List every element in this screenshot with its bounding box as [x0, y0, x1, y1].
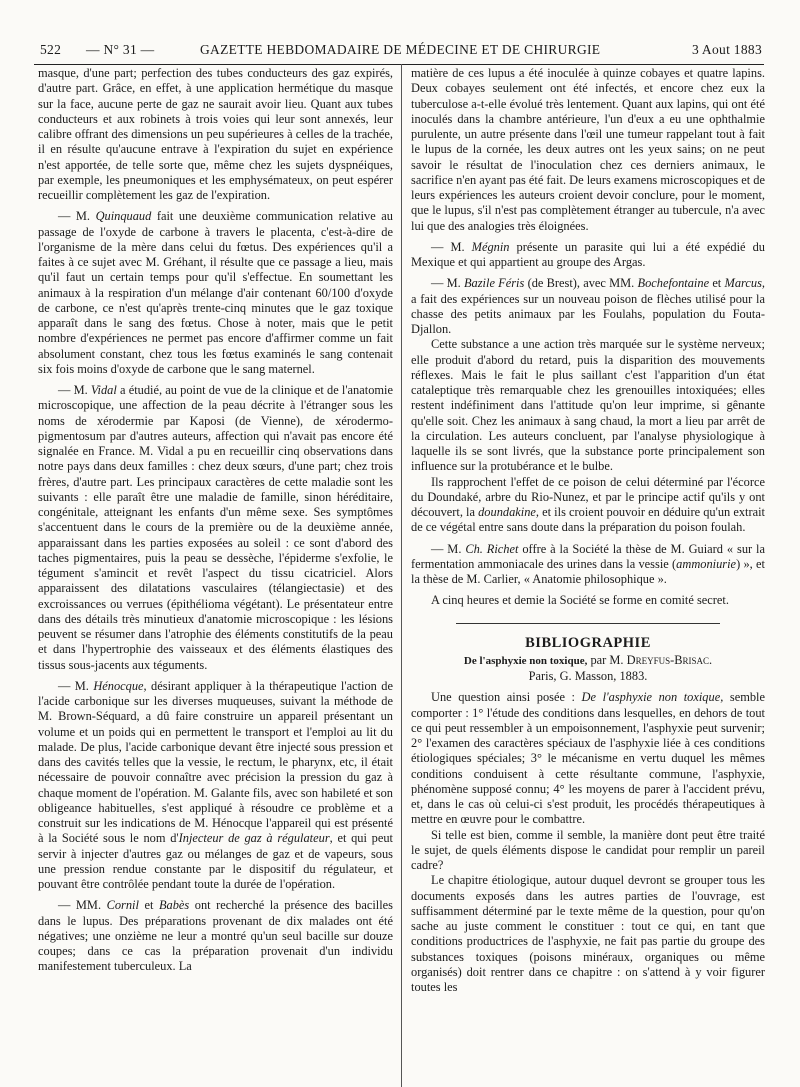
paragraph: Le chapitre étiologique, autour duquel devront se grouper tous les documents exposés dans les autres parties de l'ouvrage, est suffisamment déterminé par le texte même de la question, pour qu'on sache au juste comment le constituer : tout ce qui, en tant que conditions productrices de l'asphyxie, ne fait pas partie du groupe des substances toxiques (poisons minéraux, organiques ou même organisés) doit rentrer dans ce chapitre : on s'attend à y voir figurer toutes les	[411, 873, 765, 994]
author-name: Bazile Féris	[463, 276, 525, 291]
paragraph-text: a fait des expériences sur un nouveau poison de flèches utilisé pour la chasse des petits animaux par les Foulahs, population du Fouta-Djallon.	[411, 291, 765, 336]
author-name: Ch. Richet	[465, 541, 519, 556]
dash: — M.	[58, 678, 89, 693]
paragraph-megnin	[411, 240, 765, 271]
paragraph: matière de ces lupus a été inoculée à quinze cobayes et quatre lapins. Deux cobayes seulement ont été infectés, et encore chez eux la tuberculose a-t-elle évolué très lentement. Quant aux lapins, qui ont été inoculés dans la chambre antérieure, l'un d'eux a eu une ophthalmie purulente, un autre présente dans l'œil une tumeur rappelant tout à fait le lupus de la cornée, les deux autres ont les yeux sains; on ne peut savoir le résultat de l'inoculation chez ces derniers animaux, le sacrifice n'en ayant pas été fait. De leurs examens microscopiques et de leurs expériences les auteurs croient devoir conclure, pour le moment, que le lupus, s'il n'est pas complètement étranger au tubercule, n'a avec lui que des analogies très éloignées.	[411, 66, 765, 233]
conjunction: et	[144, 898, 154, 913]
dash: — MM.	[58, 898, 102, 913]
paragraph-cornil-babes	[38, 898, 393, 974]
right-column	[411, 66, 765, 1087]
paragraph-text: ) », et la thèse de M. Carlier, « Anatomie philosophique ».	[411, 556, 765, 586]
author-name: Bochefontaine	[637, 276, 710, 291]
book-publisher: Paris, G. Masson, 1883.	[528, 669, 648, 683]
book-title: De l'asphyxie non toxique,	[463, 654, 588, 667]
author-name: Babès	[158, 898, 190, 913]
paragraph-text: (de Brest), avec MM.	[527, 276, 635, 291]
paragraph-vidal	[38, 383, 393, 673]
paragraph-henocque	[38, 679, 393, 893]
paragraph-text: désirant appliquer à la thérapeutique l'action de l'acide carbonique sur les diverses muqueuses, suivant la méthode de M. Brown-Séquard, a dû faire construire un appareil présentant un volume et un poids qui en permettent le transport et l'emploi au lit du malade. De plus, l'acide carbonique devant être injecté sous pression et dans des cavités telles que la vessie, le rectum, le pharynx, etc, il était nécessaire de pouvoir connaître avec précision la pression du gaz à chaque moment de l'opération. M. Galante fils, avec son habileté et son obligeance habituelles, s'est appliqué à résoudre ce problème et a construit sur les indications de M. Hénocque l'appareil qui est présenté à la Société sous le nom d'	[38, 678, 393, 846]
paragraph-quinquaud	[38, 209, 393, 377]
author-name: Vidal	[90, 383, 117, 397]
author-name: Quinquaud	[95, 209, 152, 224]
page-header	[40, 40, 762, 66]
author-name: Cornil	[106, 898, 139, 913]
book-reference	[411, 653, 765, 669]
author-name: Mégnin	[471, 239, 510, 254]
paragraph: Si telle est bien, comme il semble, la manière dont peut être traité le sujet, de quels éléments dispose le candidat pour remplir un pareil cadre?	[411, 827, 765, 872]
dash: — M.	[431, 239, 465, 254]
author-name: Marcus,	[724, 276, 765, 291]
dash: — M.	[431, 541, 462, 556]
paragraph-text: présente un parasite qui lui a été expédié du Mexique et qui appartient au groupe des Argas.	[411, 239, 765, 269]
paragraph: A cinq heures et demie la Société se forme en comité secret.	[431, 593, 729, 608]
column-divider	[401, 64, 402, 1087]
header-rule	[34, 64, 764, 65]
paragraph	[411, 690, 765, 827]
author-name: Hénocque,	[93, 678, 147, 693]
dash: — M.	[58, 383, 88, 397]
paragraph-text: ont recherché la présence des bacilles dans le lupus. Des préparations provenant de dix malades ont été négatives; une onzième ne leur a montré qu'un seul bacille sur douze coupes; dans ce cas la préparation provenait d'un individu manifestement tuberculeux. La	[38, 898, 393, 974]
book-author: Dreyfus-Brisac.	[626, 652, 713, 667]
term: ammoniurie	[676, 556, 737, 571]
paragraph: masque, d'une part; perfection des tubes conducteurs des gaz expirés, d'autre part. Grâce, en effet, à une application hermétique du masque sur la face, aucune perte de gaz ne saurait avoir lieu. Quant aux tubes conducteurs et aux robinets à trois voies qui leur sont annexés, leur calibre offrant des dimensions un peu supérieures à celles de la trachée, il en résulte qu'aucune entrave à l'expiration du sujet en expérience n'est apportée, de telle sorte que, même chez les sujets dyspnéiques, par exemple, les pneumoniques et les emphysémateux, on peut espérer recueillir complètement les gaz de l'expiration.	[38, 66, 393, 202]
paragraph-text: et ils croient pouvoir en déduire qu'un extrait de ce végétal entre sans doute dans la préparation du poison foulah.	[411, 505, 765, 535]
paragraph-text: fait une deuxième communication relative au passage de l'oxyde de carbone à travers le placenta, c'est-à-dire de l'organisme de la mère dans celui du fœtus. Des expériences qu'il a faites à ce sujet avec M. Gréhant, il résulte que ce passage a lieu, mais qu'il faut un certain temps pour qu'il s'effectue. En soumettant les animaux à la respiration d'un mélange d'air contenant 60/100 d'oxyde de carbone, ce n'est qu'après trente-cinq minutes que le gaz toxique apparaît dans le sang des fœtus. Chose à noter, mais que le petit nombre d'expériences ne permet pas encore d'affirmer comme un fait absolument constant, chez tous les fœtus examinés le sang contenait six fois moins d'oxyde de carbone que le sang maternel.	[38, 209, 393, 376]
paragraph-text: Ils rapprochent l'effet de ce poison de celui déterminé par l'écorce du Doundaké, arbre du Rio-Nunez, et par le principe actif qu'ils y ont découvert, la	[411, 474, 765, 519]
dash: — M.	[58, 209, 91, 224]
quoted-title: De l'asphyxie non toxique,	[581, 690, 724, 705]
issue-date: 3 Aout 1883	[691, 42, 762, 57]
section-title: BIBLIOGRAPHIE	[525, 634, 651, 651]
dash: — M.	[431, 276, 461, 291]
term: doundakine,	[478, 505, 540, 519]
paragraph-feris	[411, 276, 765, 337]
section-rule	[456, 623, 720, 624]
paragraph	[411, 475, 765, 536]
conjunction: et	[712, 276, 722, 291]
journal-title: GAZETTE HEBDOMADAIRE DE MÉDECINE ET DE CHIRURGIE	[200, 42, 601, 57]
paragraph-text: , et qui peut servir à injecter d'autres gaz ou mélanges de gaz et de vapeurs, sous une pression rendue constante par le dispositif du régulateur, et pouvant être contrôlée pendant toute la durée de l'opération.	[38, 831, 393, 891]
book-by: par M.	[590, 652, 624, 667]
device-name: Injecteur de gaz à régulateur	[178, 831, 330, 846]
page-number: 522	[40, 42, 62, 57]
issue-number: — N° 31 —	[86, 42, 155, 57]
paragraph-text: semble comporter : 1° l'étude des conditions dans lesquelles, en dehors de tout ce qui peut ressembler à un empoisonnement, l'asphyxie peut survenir; 2° l'examen des caractères spéciaux de l'asphyxie liée à ces conditions étiologiques spéciales; 3° le mécanisme en vertu duquel les mêmes conditions conduisent à cette résultante commune, l'asphyxie, phénomène supposé connu; 4° les moyens de parer à l'accident prévu, et, dans le cas où celui-ci s'est produit, les procédés thérapeutiques à mettre en œuvre pour le combattre.	[411, 690, 765, 827]
paragraph-text: offre à la Société la thèse de M. Guiard « sur la fermentation ammoniacale des urines dans la vessie (	[411, 541, 765, 571]
paragraph-text: a étudié, au point de vue de la clinique et de l'anatomie microscopique, une affection de la peau décrite à l'étranger sous les noms de xérodermie par Kaposi (de Vienne), de xérodermo-pigmentosum par d'autres auteurs, affection qui n'avait pas encore été signalée en France. M. Vidal a pu en recueillir cinq observations dans notre pays dans deux familles : chez deux sœurs, d'une part; chez trois frères, d'autre part. Les principaux caractères de cette maladie sont les suivants : elle paraît être une maladie de famille, sinon héréditaire, congénitale, atteignant les enfants d'un même sexe. Ses symptômes s'accentuent dans le cours de la première ou de la deuxième année, apparaissant dans les parties exposées au soleil : ce sont d'abord des taches pigmentaires, puis la peau se dessèche, l'épiderme s'exfolie, le tégument s'amincit et revêt l'aspect du tissu cicatriciel. Alors apparaissent des dilatations vasculaires (télangiectasie) et des excroissances ou verrues (épithélioma végétant). Le présentateur entre dans des détails très minutieux d'anatomie microscopique : les lésions peuvent se résumer dans l'atrophie des éléments constitutifs de la peau et dans l'hypertrophie des vaisseaux et des éléments élastiques des tissus sous-jacents aux téguments.	[38, 383, 393, 672]
paragraph: Cette substance a une action très marquée sur le système nerveux; elle produit d'abord du retard, puis la disparition des mouvements réflexes. Mais le fait le plus saillant c'est l'apparition d'un état cataleptique très remarquable chez les grenouilles intoxiquées; elles restent indéfiniment dans l'attitude qu'on leur imprime, si gênante qu'elle soit. Chez les animaux à sang chaud, la mort a lieu par arrêt de la circulation. Les auteurs concluent, par l'analyse physiologique à laquelle ils se sont livrés, que la substance porte principalement son influence sur la protubérance et le bulbe.	[411, 337, 765, 474]
left-column	[38, 66, 393, 1087]
paragraph-text: Une question ainsi posée :	[431, 690, 575, 705]
paragraph-richet	[411, 542, 765, 588]
